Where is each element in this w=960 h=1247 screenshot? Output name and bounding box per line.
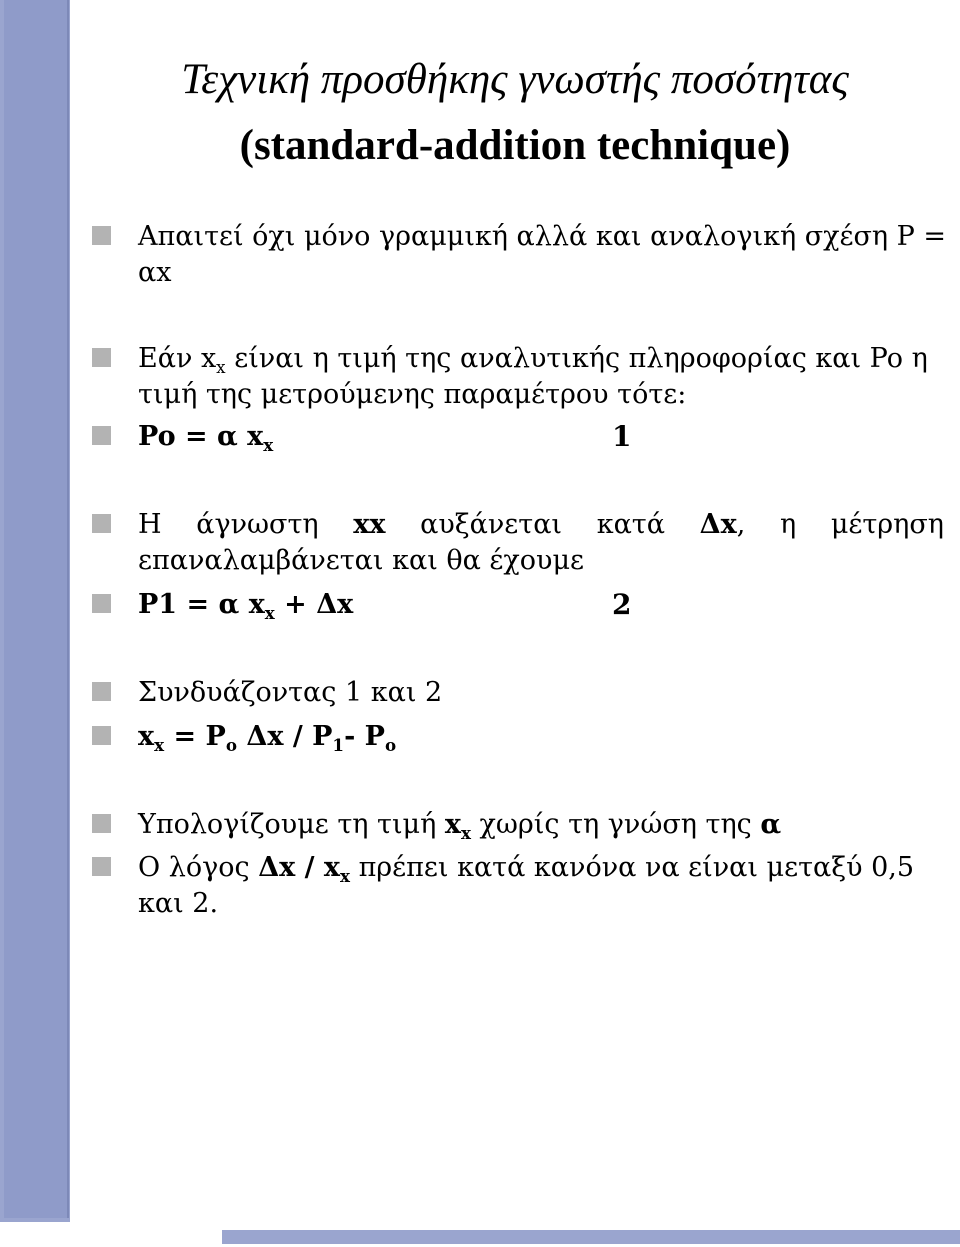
page-title-english: (standard-addition technique) (239, 122, 791, 169)
bullet-text-1-line2: αx (138, 257, 172, 288)
bullet-square-icon (92, 726, 111, 745)
bullet-text-2-line2: τιμή της μετρούμενης παραμέτρου τότε: (138, 379, 687, 410)
bullet-square-icon (92, 226, 111, 245)
bullet-square-icon (92, 682, 111, 701)
bullet-text-2-line1: Εάν $x_x$ είναι η τιμή της αναλυτικής πληροφορίας και Po η (138, 343, 928, 377)
bullet-text-9-line2: και 2. (138, 888, 219, 919)
bullet-text-9-line1: Ο λόγος Δx / $x_x$ πρέπει κατά κανόνα να είναι μεταξύ 0,5 (138, 852, 915, 886)
page-title-greek: Τεχνική προσθήκης γνωστής ποσότητας (181, 56, 849, 103)
bullet-square-icon (92, 348, 111, 367)
bottom-decorative-bar (222, 1230, 960, 1244)
bullet-square-icon (92, 514, 111, 533)
bullet-square-icon (92, 857, 111, 876)
equation-1-number: 1 (612, 420, 632, 453)
bullet-text-8: Υπολογίζουμε τη τιμή $x_x$ χωρίς τη γνώση της α (138, 809, 782, 843)
bullet-text-6: Συνδυάζοντας 1 και 2 (138, 677, 443, 708)
equation-2: P1 = α $x_x + \Delta x$ (138, 589, 354, 623)
equation-1: Po = α $x_x$ (138, 421, 274, 455)
bullet-square-icon (92, 426, 111, 445)
bullet-square-icon (92, 814, 111, 833)
bullet-text-4-line2: επαναλαμβάνεται και θα έχουμε (138, 545, 584, 576)
equation-3: $x_x = P_o$ Δx / $P_1-$ $P_o$ (138, 721, 397, 755)
bullet-square-icon (92, 594, 111, 613)
bullet-text-4-line1: Η άγνωστη xx αυξάνεται κατά Δx, η μέτρηση (138, 509, 944, 540)
sidebar-inner-panel (4, 0, 69, 1218)
left-sidebar-bar (0, 0, 70, 1222)
equation-2-number: 2 (612, 588, 632, 621)
bullet-text-1-line1: Απαιτεί όχι μόνο γραμμική αλλά και αναλογική σχέση P = (138, 221, 947, 252)
